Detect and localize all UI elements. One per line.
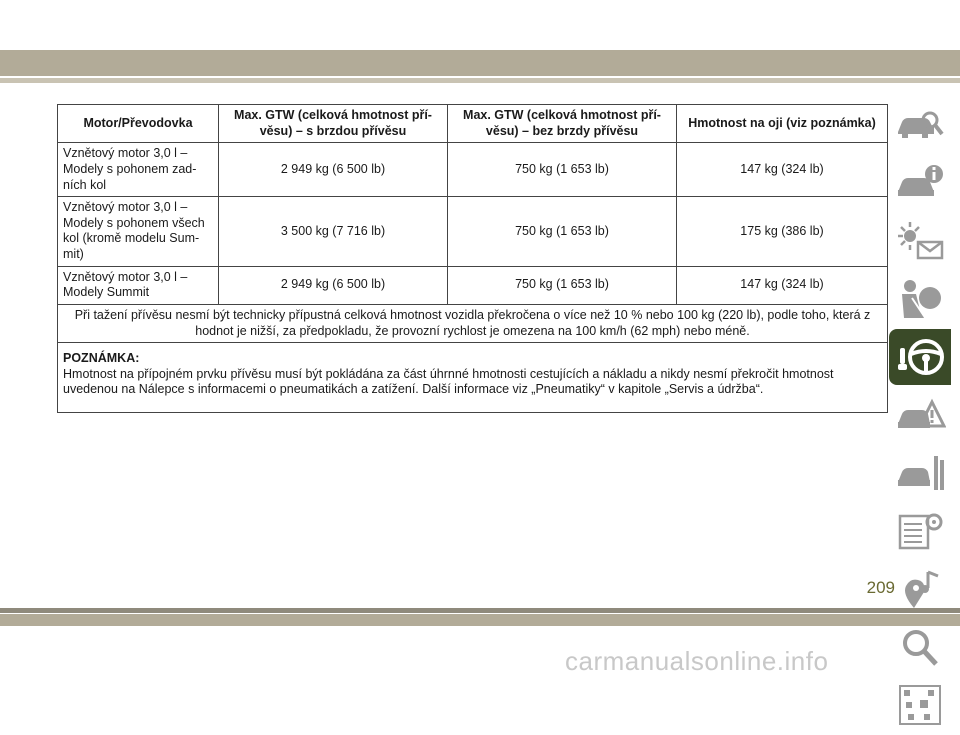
bottom-decorative-line (0, 608, 960, 613)
specifications-gear-icon (894, 508, 946, 554)
car-service-tools-icon (894, 450, 946, 496)
cell-gtw-brake: 2 949 kg (6 500 lb) (219, 266, 448, 304)
table-row (58, 266, 888, 304)
index-letters-icon (894, 682, 946, 728)
cell-gtw-no-brake: 750 kg (1 653 lb) (448, 143, 677, 197)
passenger-airbag-icon (894, 276, 946, 322)
tab-emergency[interactable] (889, 387, 951, 443)
tab-search[interactable] (889, 619, 951, 675)
car-info-icon (894, 160, 946, 206)
header-gtw-with-brake: Max. GTW (celková hmotnost pří-věsu) – s brzdou přívěsu (219, 105, 448, 143)
tab-driving[interactable] (889, 329, 951, 385)
search-magnifier-icon (894, 624, 946, 670)
tab-index[interactable] (889, 677, 951, 733)
tab-warning-lights[interactable] (889, 213, 951, 269)
watermark: carmanualsonline.info (565, 646, 829, 676)
table-header-row (58, 105, 888, 143)
tab-car-search[interactable] (889, 97, 951, 153)
warning-light-message-icon (894, 218, 946, 264)
cell-gtw-brake: 3 500 kg (7 716 lb) (219, 197, 448, 267)
cell-gtw-brake: 2 949 kg (6 500 lb) (219, 143, 448, 197)
towing-limit-note: Při tažení přívěsu nesmí být technicky přípustná celková hmotnost vozidla překročena o více než 10 % nebo 100 kg (220 lb), podle toho, která z hodnot je nižší, za předpokladu, že provozní rychlost je omezena na 100 km/h (62 mph) nebo méně. (58, 304, 888, 342)
cell-tongue-weight: 147 kg (324 lb) (677, 143, 888, 197)
page-number: 209 (866, 578, 895, 597)
steering-wheel-icon (894, 334, 946, 380)
top-decorative-band (0, 50, 960, 76)
car-warning-triangle-icon (894, 392, 946, 438)
cell-gtw-no-brake: 750 kg (1 653 lb) (448, 266, 677, 304)
cell-tongue-weight: 175 kg (386 lb) (677, 197, 888, 267)
note-text: Hmotnost na přípojném prvku přívěsu musí být pokládána za část úhrnné hmotnosti cestujících a nákladu a nikdy nesmí překročit hmotnost uvedenou na Nálepce s informacemi o pneumatikách a zatížení. Další informace viz „Pneumatiky“ v kapitole „Servis a údržba“. (63, 366, 834, 397)
header-tongue-weight: Hmotnost na oji (viz poznámka) (677, 105, 888, 143)
cell-engine: Vznětový motor 3,0 l – Modely Summit (58, 266, 219, 304)
table-row (58, 197, 888, 267)
towing-spec-table (57, 104, 888, 413)
tab-car-info[interactable] (889, 155, 951, 211)
tab-specifications[interactable] (889, 503, 951, 559)
cell-engine: Vznětový motor 3,0 l – Modely s pohonem zad-ních kol (58, 143, 219, 197)
car-search-icon (894, 102, 946, 148)
cell-tongue-weight: 147 kg (324 lb) (677, 266, 888, 304)
table-note-row (58, 343, 888, 413)
header-gtw-without-brake: Max. GTW (celková hmotnost pří-věsu) – bez brzdy přívěsu (448, 105, 677, 143)
note-title: POZNÁMKA: (63, 351, 140, 366)
cell-gtw-no-brake: 750 kg (1 653 lb) (448, 197, 677, 267)
table-footer-row (58, 304, 888, 342)
note-cell (58, 343, 888, 413)
cell-engine: Vznětový motor 3,0 l – Modely s pohonem všech kol (kromě modelu Sum-mit) (58, 197, 219, 267)
top-decorative-line (0, 78, 960, 83)
tab-service[interactable] (889, 445, 951, 501)
bottom-decorative-band (0, 614, 960, 626)
chapter-tabs (889, 97, 951, 735)
table-row (58, 143, 888, 197)
header-engine: Motor/Převodovka (58, 105, 219, 143)
multimedia-icon (894, 566, 946, 612)
tab-safety[interactable] (889, 271, 951, 327)
